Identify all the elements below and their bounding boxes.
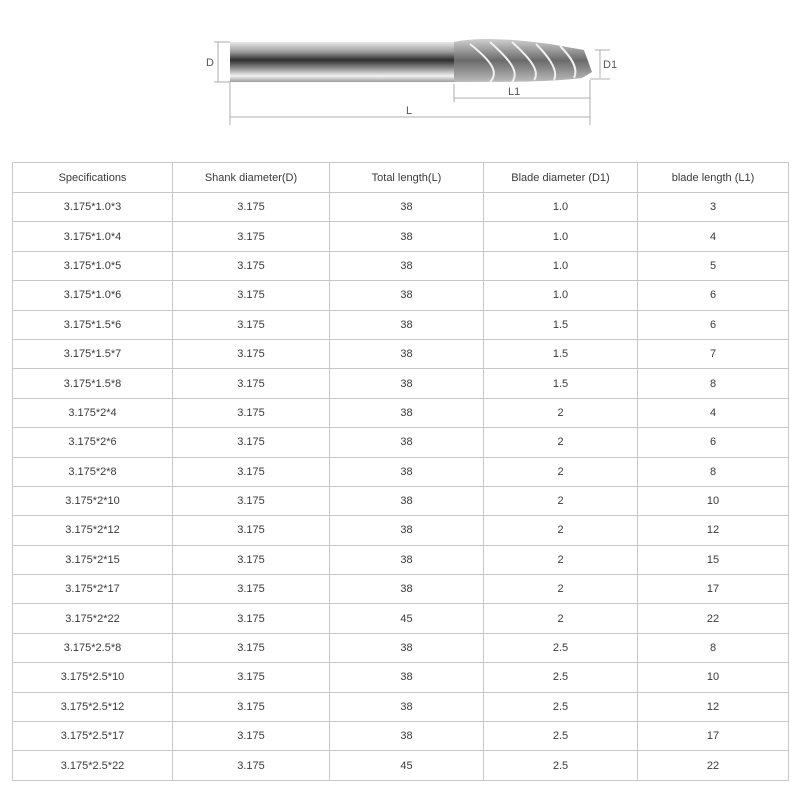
table-row: [13, 369, 789, 398]
table-row: [13, 486, 789, 515]
cell-total-length: 45: [330, 751, 484, 780]
label-L: L: [406, 105, 413, 117]
cell-specification: 3.175*2.5*10: [13, 663, 173, 692]
cell-blade-diameter: 1.0: [484, 222, 638, 251]
cell-shank-diameter: 3.175: [173, 251, 330, 280]
cell-total-length: 38: [330, 193, 484, 222]
cell-blade-diameter: 1.0: [484, 251, 638, 280]
cell-blade-length: 5: [638, 251, 789, 280]
label-L1: L1: [508, 86, 521, 98]
cell-blade-length: 15: [638, 545, 789, 574]
cell-specification: 3.175*2.5*8: [13, 633, 173, 662]
cell-total-length: 38: [330, 692, 484, 721]
cell-total-length: 38: [330, 251, 484, 280]
cell-shank-diameter: 3.175: [173, 193, 330, 222]
header-blade-diameter: Blade diameter (D1): [484, 163, 638, 193]
cell-blade-diameter: 1.0: [484, 281, 638, 310]
cell-total-length: 38: [330, 398, 484, 427]
table-row: [13, 751, 789, 780]
cell-shank-diameter: 3.175: [173, 369, 330, 398]
header-blade-length: blade length (L1): [638, 163, 789, 193]
cell-blade-diameter: 2.5: [484, 751, 638, 780]
cell-blade-length: 4: [638, 222, 789, 251]
cell-blade-diameter: 2.5: [484, 663, 638, 692]
table-row: [13, 251, 789, 280]
cell-specification: 3.175*2*8: [13, 457, 173, 486]
cell-shank-diameter: 3.175: [173, 398, 330, 427]
cell-shank-diameter: 3.175: [173, 222, 330, 251]
cell-total-length: 38: [330, 516, 484, 545]
cell-specification: 3.175*2*17: [13, 575, 173, 604]
cell-shank-diameter: 3.175: [173, 516, 330, 545]
cell-blade-diameter: 1.5: [484, 339, 638, 368]
cell-blade-length: 17: [638, 575, 789, 604]
spec-table: [12, 162, 789, 781]
cell-blade-length: 10: [638, 663, 789, 692]
cell-blade-diameter: 2: [484, 516, 638, 545]
cell-shank-diameter: 3.175: [173, 722, 330, 751]
cell-total-length: 38: [330, 633, 484, 662]
cell-blade-diameter: 2.5: [484, 692, 638, 721]
cell-specification: 3.175*2*6: [13, 428, 173, 457]
cell-blade-length: 6: [638, 428, 789, 457]
cell-blade-length: 10: [638, 486, 789, 515]
table-row: [13, 398, 789, 427]
table-row: [13, 339, 789, 368]
cell-specification: 3.175*2*22: [13, 604, 173, 633]
cell-specification: 3.175*2.5*12: [13, 692, 173, 721]
table-row: [13, 575, 789, 604]
cell-shank-diameter: 3.175: [173, 604, 330, 633]
cell-shank-diameter: 3.175: [173, 633, 330, 662]
table-row: [13, 516, 789, 545]
cell-total-length: 38: [330, 457, 484, 486]
cell-total-length: 38: [330, 486, 484, 515]
cell-shank-diameter: 3.175: [173, 310, 330, 339]
cell-blade-diameter: 2.5: [484, 633, 638, 662]
cell-specification: 3.175*2*12: [13, 516, 173, 545]
cell-blade-length: 17: [638, 722, 789, 751]
cell-total-length: 38: [330, 722, 484, 751]
table-row: [13, 193, 789, 222]
cell-total-length: 38: [330, 281, 484, 310]
cell-blade-length: 8: [638, 633, 789, 662]
label-D1: D1: [603, 59, 618, 71]
cell-specification: 3.175*2*10: [13, 486, 173, 515]
cell-specification: 3.175*2.5*17: [13, 722, 173, 751]
cell-total-length: 38: [330, 663, 484, 692]
cell-blade-length: 12: [638, 516, 789, 545]
cell-blade-diameter: 1.0: [484, 193, 638, 222]
cell-specification: 3.175*1.0*6: [13, 281, 173, 310]
cell-specification: 3.175*1.0*5: [13, 251, 173, 280]
cell-blade-diameter: 1.5: [484, 369, 638, 398]
cell-blade-diameter: 2: [484, 575, 638, 604]
cell-blade-diameter: 2: [484, 398, 638, 427]
cell-total-length: 38: [330, 339, 484, 368]
cell-blade-diameter: 2: [484, 457, 638, 486]
cell-total-length: 38: [330, 545, 484, 574]
cell-blade-length: 3: [638, 193, 789, 222]
cell-blade-length: 22: [638, 751, 789, 780]
shank: [230, 42, 456, 82]
cell-specification: 3.175*1.0*3: [13, 193, 173, 222]
cell-shank-diameter: 3.175: [173, 457, 330, 486]
cell-shank-diameter: 3.175: [173, 339, 330, 368]
table-row: [13, 722, 789, 751]
cell-specification: 3.175*2*15: [13, 545, 173, 574]
cell-shank-diameter: 3.175: [173, 281, 330, 310]
cell-blade-length: 12: [638, 692, 789, 721]
cell-shank-diameter: 3.175: [173, 751, 330, 780]
table-header-row: [13, 163, 789, 193]
cell-blade-diameter: 2: [484, 428, 638, 457]
table-row: [13, 310, 789, 339]
header-shank-diameter: Shank diameter(D): [173, 163, 330, 193]
header-total-length: Total length(L): [330, 163, 484, 193]
cell-shank-diameter: 3.175: [173, 575, 330, 604]
end-mill-drawing: [190, 20, 630, 140]
cell-specification: 3.175*2.5*22: [13, 751, 173, 780]
table-row: [13, 692, 789, 721]
table-row: [13, 457, 789, 486]
label-D: D: [206, 57, 214, 69]
cell-total-length: 38: [330, 575, 484, 604]
table-row: [13, 604, 789, 633]
cell-blade-length: 6: [638, 281, 789, 310]
table-row: [13, 633, 789, 662]
cell-blade-length: 8: [638, 457, 789, 486]
header-specifications: Specifications: [13, 163, 173, 193]
cell-specification: 3.175*1.5*8: [13, 369, 173, 398]
cell-specification: 3.175*1.0*4: [13, 222, 173, 251]
cell-shank-diameter: 3.175: [173, 545, 330, 574]
cell-specification: 3.175*1.5*6: [13, 310, 173, 339]
cell-shank-diameter: 3.175: [173, 692, 330, 721]
end-mill-diagram: [190, 20, 630, 140]
cell-blade-length: 8: [638, 369, 789, 398]
cell-blade-diameter: 1.5: [484, 310, 638, 339]
cell-specification: 3.175*2*4: [13, 398, 173, 427]
cell-blade-diameter: 2.5: [484, 722, 638, 751]
cell-total-length: 38: [330, 222, 484, 251]
cell-blade-length: 4: [638, 398, 789, 427]
cell-total-length: 38: [330, 369, 484, 398]
table-row: [13, 428, 789, 457]
cell-shank-diameter: 3.175: [173, 428, 330, 457]
cell-shank-diameter: 3.175: [173, 663, 330, 692]
cell-blade-diameter: 2: [484, 604, 638, 633]
cell-blade-diameter: 2: [484, 486, 638, 515]
cell-total-length: 45: [330, 604, 484, 633]
cell-total-length: 38: [330, 428, 484, 457]
table-row: [13, 222, 789, 251]
table-body: [13, 193, 789, 781]
cell-blade-diameter: 2: [484, 545, 638, 574]
cell-blade-length: 7: [638, 339, 789, 368]
table-row: [13, 663, 789, 692]
cell-blade-length: 22: [638, 604, 789, 633]
cell-total-length: 38: [330, 310, 484, 339]
table-row: [13, 545, 789, 574]
cell-specification: 3.175*1.5*7: [13, 339, 173, 368]
cell-blade-length: 6: [638, 310, 789, 339]
cell-shank-diameter: 3.175: [173, 486, 330, 515]
table-row: [13, 281, 789, 310]
